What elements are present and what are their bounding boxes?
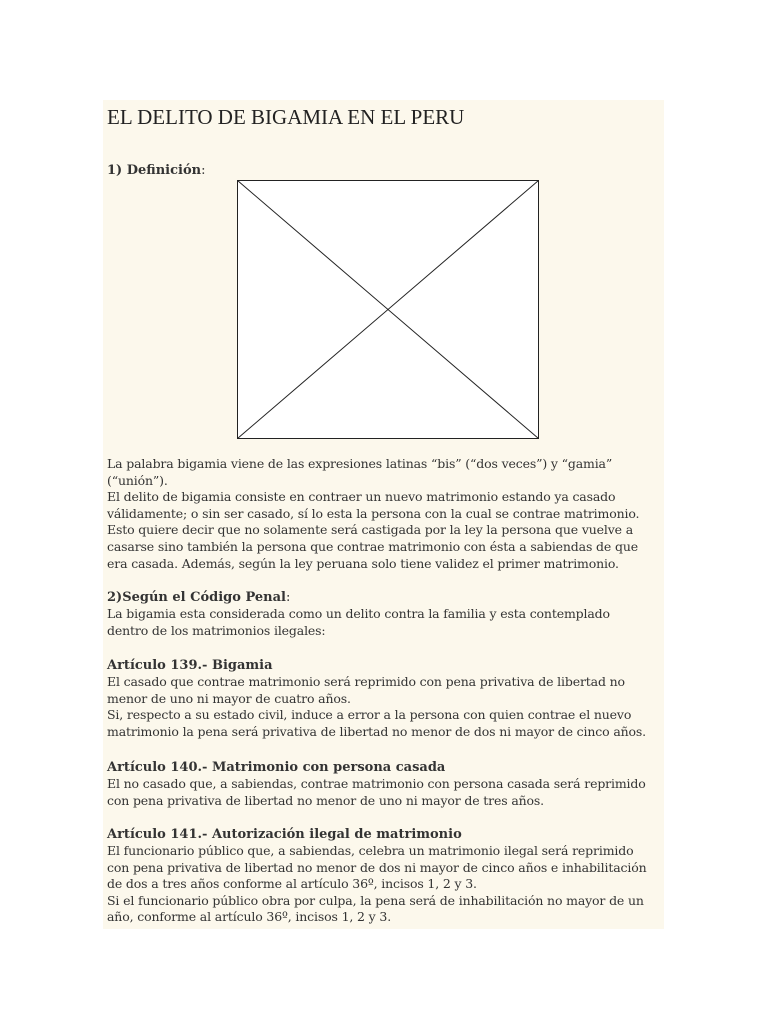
section-heading-codigo-penal bbox=[107, 589, 290, 606]
text-line: La palabra bigamia viene de las expresiones latinas “bis” (“dos veces”) y “gamia” bbox=[107, 456, 613, 471]
text-line: de dos a tres años conforme al artículo 36º, incisos 1, 2 y 3. bbox=[107, 876, 477, 892]
image-placeholder bbox=[237, 180, 539, 439]
text-line: (“unión”). bbox=[107, 472, 168, 488]
section-heading-colon: : bbox=[201, 163, 206, 178]
text-line: Esto quiere decir que no solamente será castigada por la ley la persona que vuelve a bbox=[107, 522, 634, 538]
text-line: menor de uno ni mayor de cuatro años. bbox=[107, 690, 351, 706]
document-page bbox=[103, 100, 664, 929]
definition-paragraph bbox=[107, 456, 663, 572]
text-line: dentro de los matrimonios ilegales: bbox=[107, 622, 326, 638]
section-heading-colon: : bbox=[285, 590, 291, 605]
text-line: El casado que contrae matrimonio será reprimido con pena privativa de libertad no bbox=[107, 674, 625, 689]
text-line: La bigamia esta considerada como un delito contra la familia y esta contemplado bbox=[107, 606, 610, 621]
text-line: año, conforme al artículo 36º, incisos 1, 2 y 3. bbox=[107, 909, 392, 925]
text-line: El funcionario público que, a sabiendas, celebra un matrimonio ilegal será reprimido bbox=[107, 843, 634, 858]
text-line: Si el funcionario público obra por culpa, la pena será de inhabilitación no mayor de un bbox=[107, 892, 644, 908]
text-line: El delito de bigamia consiste en contraer un nuevo matrimonio estando ya casado bbox=[107, 489, 616, 505]
text-line: Si, respecto a su estado civil, induce a error a la persona con quien contrae el nuevo bbox=[107, 707, 632, 723]
section-heading-definicion bbox=[107, 162, 205, 179]
article-140-paragraph bbox=[107, 776, 663, 809]
text-line: con pena privativa de libertad no menor de dos ni mayor de cinco años e inhabilitación bbox=[107, 859, 647, 875]
article-141-paragraph bbox=[107, 843, 663, 926]
text-line: casarse sino también la persona que contrae matrimonio con ésta a sabiendas de que bbox=[107, 538, 638, 554]
section-heading-text: 2)Según el Código Penal bbox=[107, 590, 286, 605]
section-heading-text: 1) Definición bbox=[107, 163, 202, 178]
article-139-heading: Artículo 139.- Bigamia bbox=[107, 658, 273, 673]
article-140-heading: Artículo 140.- Matrimonio con persona casada bbox=[107, 760, 446, 775]
article-139-paragraph bbox=[107, 674, 663, 740]
text-line: válidamente; o sin ser casado, sí lo esta la persona con la cual se contrae matrimonio. bbox=[107, 505, 640, 521]
article-141-heading: Artículo 141.- Autorización ilegal de matrimonio bbox=[107, 827, 462, 842]
text-line: El no casado que, a sabiendas, contrae matrimonio con persona casada será reprimido bbox=[107, 776, 646, 791]
text-line: con pena privativa de libertad no menor de uno ni mayor de tres años. bbox=[107, 792, 545, 808]
codigo-penal-paragraph bbox=[107, 606, 663, 639]
text-line: era casada. Además, según la ley peruana solo tiene validez el primer matrimonio. bbox=[107, 555, 619, 571]
text-line: matrimonio la pena será privativa de libertad no menor de dos ni mayor de cinco años. bbox=[107, 723, 646, 739]
page-title: EL DELITO DE BIGAMIA EN EL PERU bbox=[107, 105, 465, 129]
